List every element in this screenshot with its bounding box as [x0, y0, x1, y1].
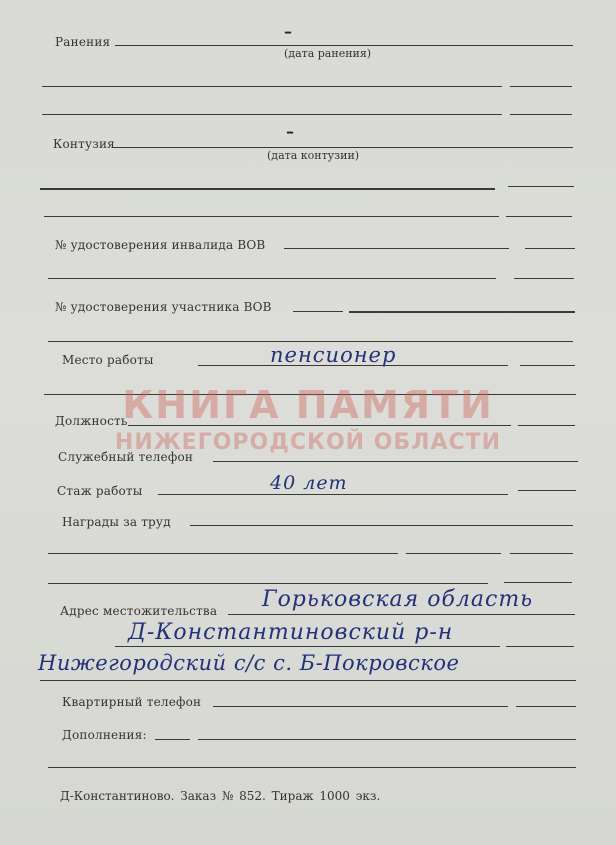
invalid-cert-line-b [525, 248, 575, 249]
workplace-value: пенсионер [270, 343, 397, 367]
home-phone-line [213, 706, 508, 707]
seniority-label: Стаж работы [57, 484, 143, 498]
wound-line-3b [510, 114, 572, 115]
address-label: Адрес местожительства [60, 604, 218, 618]
watermark-title: КНИГА ПАМЯТИ [122, 383, 494, 427]
wound-caption: (дата ранения) [284, 47, 372, 60]
wound-label: Ранения [55, 35, 111, 49]
participant-cert-line [293, 311, 343, 312]
home-phone-label: Квартирный телефон [62, 695, 202, 709]
labor-awards-line [190, 525, 573, 526]
address-value-3: Нижегородский с/с с. Б-Покровское [38, 651, 460, 675]
seniority-value: 40 лет [270, 472, 348, 494]
additions-line-2 [48, 767, 576, 768]
print-imprint: Д-Константиново. Заказ № 852. Тираж 1000 экз. [60, 789, 381, 803]
contusion-line [113, 147, 573, 148]
invalid-cert-label: № удостоверения инвалида ВОВ [55, 238, 266, 252]
watermark-subtitle: НИЖЕГОРОДСКОЙ ОБЛАСТИ [114, 430, 502, 455]
seniority-line-b [518, 490, 576, 491]
participant-cert-line-2 [48, 341, 573, 342]
home-phone-line-b [516, 706, 576, 707]
labor-awards-label: Награды за труд [62, 515, 171, 529]
additions-line-a [155, 739, 190, 740]
participant-cert-line-b [349, 311, 575, 313]
seniority-line [158, 494, 508, 495]
work-phone-line [213, 461, 578, 462]
contusion-line-3b [506, 216, 572, 217]
wound-line-3 [42, 114, 502, 115]
contusion-line-2 [40, 188, 495, 190]
labor-awards-line-2 [48, 553, 398, 554]
position-line [128, 425, 511, 426]
participant-cert-label: № удостоверения участника ВОВ [55, 300, 272, 314]
contusion-line-3 [44, 216, 499, 217]
wound-value: – [284, 22, 292, 41]
invalid-cert-line-2b [514, 278, 574, 279]
wound-line-2 [42, 86, 502, 87]
labor-awards-line-2c [510, 553, 573, 554]
position-line-b [518, 425, 575, 426]
address-line-2 [115, 646, 500, 647]
additions-line [198, 739, 576, 740]
address-line-2b [506, 646, 574, 647]
contusion-value: – [286, 122, 294, 141]
invalid-cert-line [284, 248, 509, 249]
workplace-label: Место работы [62, 353, 154, 367]
labor-awards-line-3b [504, 582, 572, 583]
address-line-3 [40, 680, 576, 681]
labor-awards-line-3 [48, 583, 488, 584]
address-value-1: Горьковская область [262, 587, 534, 612]
contusion-line-2b [508, 186, 574, 187]
labor-awards-line-2b [406, 553, 501, 554]
additions-label: Дополнения: [62, 728, 147, 742]
invalid-cert-line-2 [48, 278, 496, 279]
work-phone-label: Служебный телефон [58, 450, 194, 464]
contusion-caption: (дата контузии) [267, 149, 360, 162]
wound-line [115, 45, 573, 46]
address-value-2: Д-Константиновский р-н [128, 620, 454, 645]
workplace-line-b [520, 365, 575, 366]
contusion-label: Контузия [53, 137, 115, 151]
wound-line-2b [510, 86, 572, 87]
address-line-1 [228, 614, 575, 615]
position-label: Должность [55, 414, 128, 428]
